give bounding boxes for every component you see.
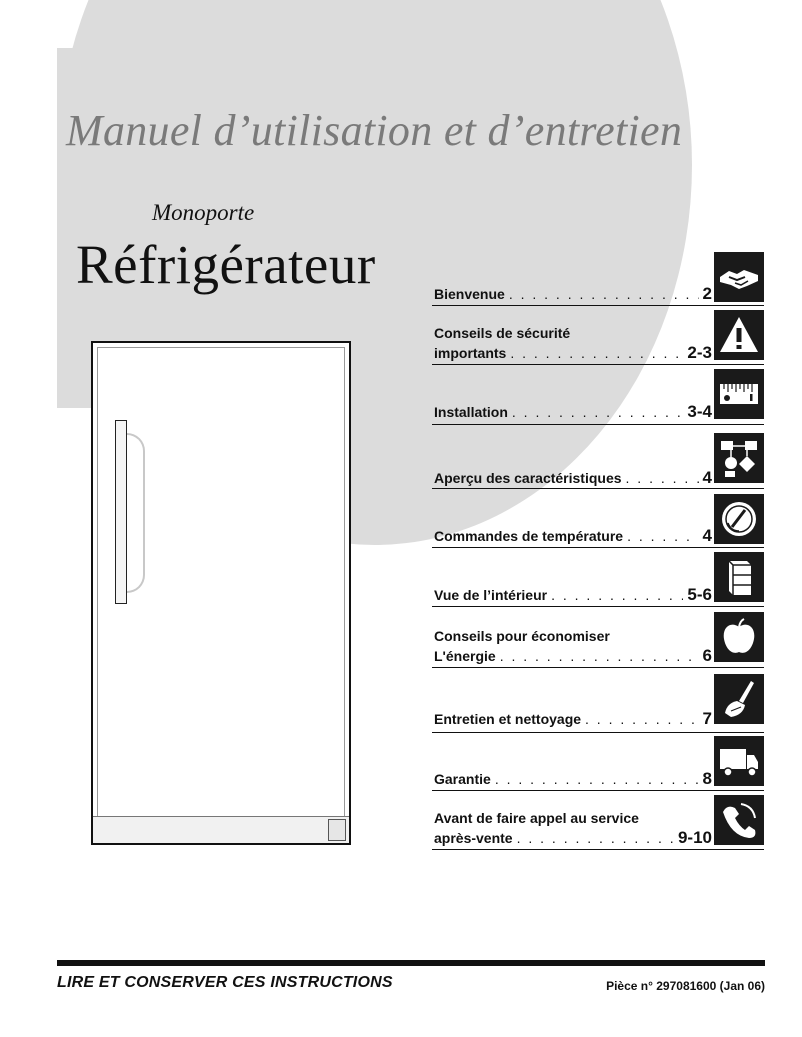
toc-item-temperature[interactable] xyxy=(432,490,764,548)
toc-entry-line xyxy=(434,769,712,789)
phone-icon xyxy=(714,795,764,845)
toc-divider xyxy=(432,606,764,607)
product-name: Réfrigérateur xyxy=(76,234,376,295)
apple-icon xyxy=(714,612,764,662)
toc-item-caracteristiques[interactable] xyxy=(432,426,764,489)
toc-page-number: 5-6 xyxy=(687,585,712,604)
toc-divider xyxy=(432,305,764,306)
refrigerator-illustration xyxy=(91,341,351,845)
toc-divider xyxy=(432,488,764,489)
leader-dots xyxy=(510,345,683,361)
truck-icon xyxy=(714,736,764,786)
leader-dots xyxy=(551,587,683,603)
toc-divider xyxy=(432,849,764,850)
refrigerator-vent xyxy=(328,819,346,841)
toc-page-number: 4 xyxy=(702,526,712,545)
toc-entry-label: après-vente xyxy=(434,830,513,846)
toc-item-securite[interactable] xyxy=(432,307,764,365)
toc-entry-label-line1: Conseils de sécurité xyxy=(434,325,571,341)
handshake-icon xyxy=(714,252,764,302)
toc-entry-label-line1: Avant de faire appel au service xyxy=(434,810,639,826)
leader-dots xyxy=(509,286,699,302)
toc-item-garantie[interactable] xyxy=(432,734,764,791)
toc-divider xyxy=(432,364,764,365)
toc-divider xyxy=(432,732,764,733)
footer-part-number: Pièce n° 297081600 (Jan 06) xyxy=(606,979,765,993)
toc-entry-line xyxy=(434,828,712,848)
toc-entry-label: Installation xyxy=(434,404,508,420)
toc-entry-line xyxy=(434,284,712,304)
footer-rule xyxy=(57,960,765,966)
toc-entry-line xyxy=(434,585,712,605)
toc-entry-line xyxy=(434,402,712,422)
temperature-dial-icon xyxy=(714,494,764,544)
leader-dots xyxy=(512,404,684,420)
toc-divider xyxy=(432,547,764,548)
refrigerator-handle xyxy=(115,420,127,604)
toc-entry-label: Entretien et nettoyage xyxy=(434,711,582,727)
toc-entry-label: Aperçu des caractéristiques xyxy=(434,470,622,486)
toc-page-number: 2 xyxy=(702,284,712,303)
toc-item-interieur[interactable] xyxy=(432,549,764,607)
toc-item-energie[interactable] xyxy=(432,608,764,668)
toc-page-number: 4 xyxy=(702,468,712,487)
leader-dots xyxy=(495,771,699,787)
toc-entry-label: Bienvenue xyxy=(434,286,505,302)
toc-entry-label: Commandes de température xyxy=(434,528,624,544)
toc-item-entretien[interactable] xyxy=(432,669,764,733)
toc-divider xyxy=(432,790,764,791)
toc-item-service[interactable] xyxy=(432,792,764,850)
toc-divider xyxy=(432,424,764,425)
toc-divider xyxy=(432,667,764,668)
toc-entry-label: Garantie xyxy=(434,771,491,787)
refrigerator-door xyxy=(97,347,345,839)
toc-entry-label: L'énergie xyxy=(434,648,496,664)
shelf-icon xyxy=(714,552,764,602)
leader-dots xyxy=(626,470,699,486)
toc-entry-label: importants xyxy=(434,345,507,361)
footer-instructions: LIRE ET CONSERVER CES INSTRUCTIONS xyxy=(57,974,393,991)
toc-entry-label: Vue de l’intérieur xyxy=(434,587,548,603)
manual-title: Manuel d’utilisation et d’entretien xyxy=(66,106,683,155)
toc-entry-line xyxy=(434,646,712,666)
toc-entry-line xyxy=(434,526,712,546)
warning-icon xyxy=(714,310,764,360)
leader-dots xyxy=(517,830,674,846)
toc-page-number: 3-4 xyxy=(687,402,712,421)
refrigerator-kickplate xyxy=(93,816,349,843)
toc-page-number: 6 xyxy=(702,646,712,665)
toc-item-installation[interactable] xyxy=(432,366,764,425)
toc-entry-line xyxy=(434,468,712,488)
product-subtitle: Monoporte xyxy=(152,200,255,225)
toc-page-number: 9-10 xyxy=(677,828,712,847)
flowchart-icon xyxy=(714,433,764,483)
toc-item-bienvenue[interactable] xyxy=(432,250,764,306)
tape-measure-icon xyxy=(714,369,764,419)
leader-dots xyxy=(500,648,699,664)
cleaning-icon xyxy=(714,674,764,724)
toc-page-number: 7 xyxy=(702,709,712,728)
toc-page-number: 2-3 xyxy=(687,343,712,362)
toc-entry-label-line1: Conseils pour économiser xyxy=(434,628,610,644)
toc-entry-line xyxy=(434,709,712,729)
leader-dots xyxy=(585,711,699,727)
toc-page-number: 8 xyxy=(702,769,712,788)
leader-dots xyxy=(627,528,698,544)
toc-entry-line xyxy=(434,343,712,363)
